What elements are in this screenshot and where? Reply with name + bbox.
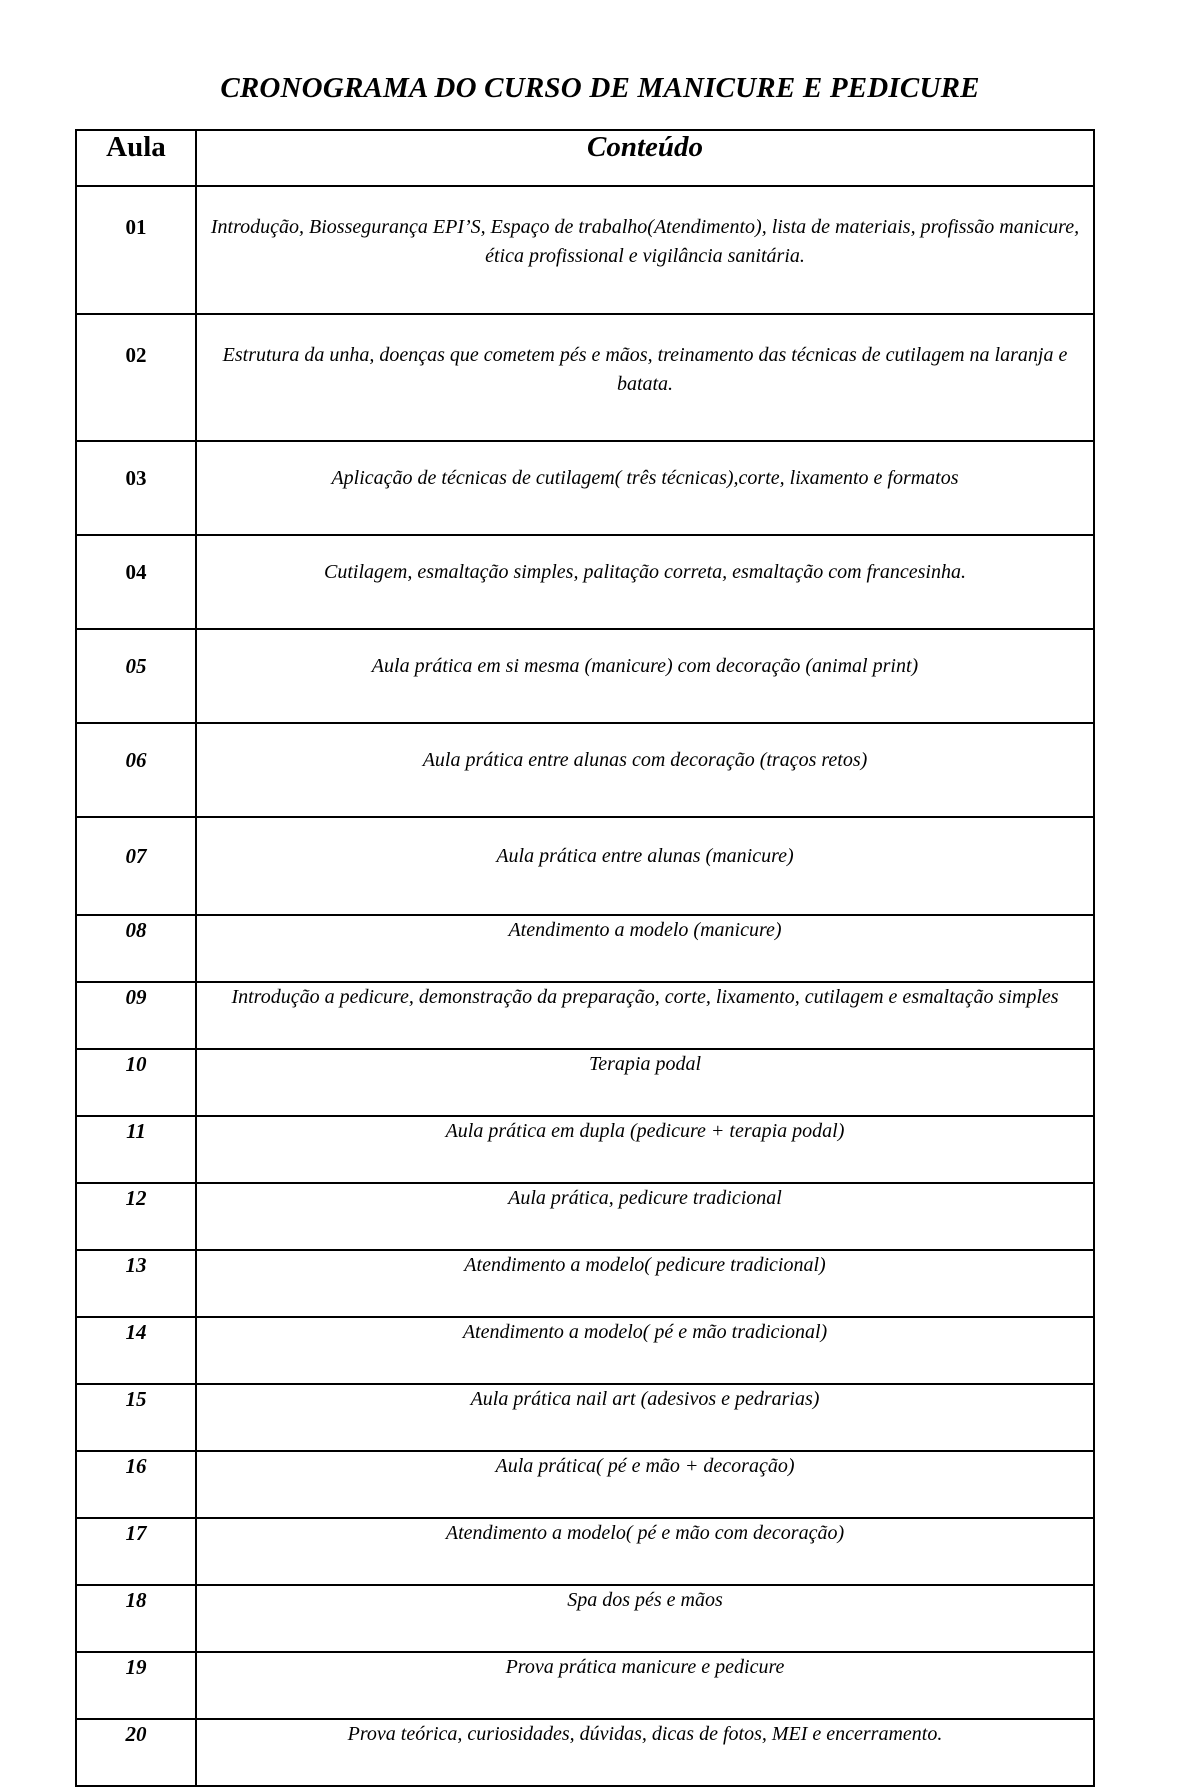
header-aula: Aula [76,130,196,186]
table-row [76,186,1094,314]
table-row [76,1384,1094,1451]
aula-number: 02 [76,314,196,441]
aula-content: Aula prática( pé e mão + decoração) [196,1451,1094,1518]
aula-number: 11 [76,1116,196,1183]
table-row [76,1116,1094,1183]
table-row [76,1518,1094,1585]
aula-number: 13 [76,1250,196,1317]
aula-number: 03 [76,441,196,535]
table-row [76,817,1094,915]
table-row [76,1719,1094,1786]
aula-content: Aula prática, pedicure tradicional [196,1183,1094,1250]
aula-number: 19 [76,1652,196,1719]
aula-number: 05 [76,629,196,723]
aula-number: 17 [76,1518,196,1585]
table-row [76,314,1094,441]
schedule-table [75,129,1095,1787]
table-row [76,1652,1094,1719]
aula-content: Aula prática entre alunas (manicure) [196,817,1094,915]
aula-content: Aula prática em dupla (pedicure + terapia podal) [196,1116,1094,1183]
aula-number: 08 [76,915,196,982]
table-row [76,1585,1094,1652]
aula-content: Atendimento a modelo (manicure) [196,915,1094,982]
aula-number: 04 [76,535,196,629]
aula-content: Introdução, Biossegurança EPI’S, Espaço de trabalho(Atendimento), lista de materiais, profissão manicure, ética profissional e vigilância sanitária. [196,186,1094,314]
table-row [76,1049,1094,1116]
table-row [76,535,1094,629]
table-row [76,982,1094,1049]
aula-content: Atendimento a modelo( pé e mão tradicional) [196,1317,1094,1384]
aula-content: Cutilagem, esmaltação simples, palitação correta, esmaltação com francesinha. [196,535,1094,629]
aula-content: Spa dos pés e mãos [196,1585,1094,1652]
aula-number: 14 [76,1317,196,1384]
aula-number: 20 [76,1719,196,1786]
table-row [76,723,1094,817]
aula-number: 10 [76,1049,196,1116]
aula-number: 01 [76,186,196,314]
aula-number: 15 [76,1384,196,1451]
table-row [76,629,1094,723]
aula-content: Aula prática entre alunas com decoração (traços retos) [196,723,1094,817]
aula-content: Prova prática manicure e pedicure [196,1652,1094,1719]
aula-content: Introdução a pedicure, demonstração da preparação, corte, lixamento, cutilagem e esmaltação simples [196,982,1094,1049]
aula-content: Prova teórica, curiosidades, dúvidas, dicas de fotos, MEI e encerramento. [196,1719,1094,1786]
page-title: CRONOGRAMA DO CURSO DE MANICURE E PEDICURE [220,72,980,104]
aula-content: Estrutura da unha, doenças que cometem pés e mãos, treinamento das técnicas de cutilagem na laranja e batata. [196,314,1094,441]
aula-number: 12 [76,1183,196,1250]
aula-content: Aula prática nail art (adesivos e pedrarias) [196,1384,1094,1451]
table-row [76,1183,1094,1250]
table-row [76,1317,1094,1384]
table-header-row [76,130,1094,186]
aula-number: 16 [76,1451,196,1518]
aula-number: 07 [76,817,196,915]
aula-number: 09 [76,982,196,1049]
header-conteudo: Conteúdo [196,130,1094,186]
table-row [76,915,1094,982]
aula-content: Aplicação de técnicas de cutilagem( três técnicas),corte, lixamento e formatos [196,441,1094,535]
table-row [76,441,1094,535]
aula-content: Atendimento a modelo( pedicure tradicional) [196,1250,1094,1317]
aula-content: Atendimento a modelo( pé e mão com decoração) [196,1518,1094,1585]
table-row [76,1451,1094,1518]
aula-number: 06 [76,723,196,817]
aula-content: Aula prática em si mesma (manicure) com decoração (animal print) [196,629,1094,723]
aula-number: 18 [76,1585,196,1652]
aula-content: Terapia podal [196,1049,1094,1116]
table-row [76,1250,1094,1317]
